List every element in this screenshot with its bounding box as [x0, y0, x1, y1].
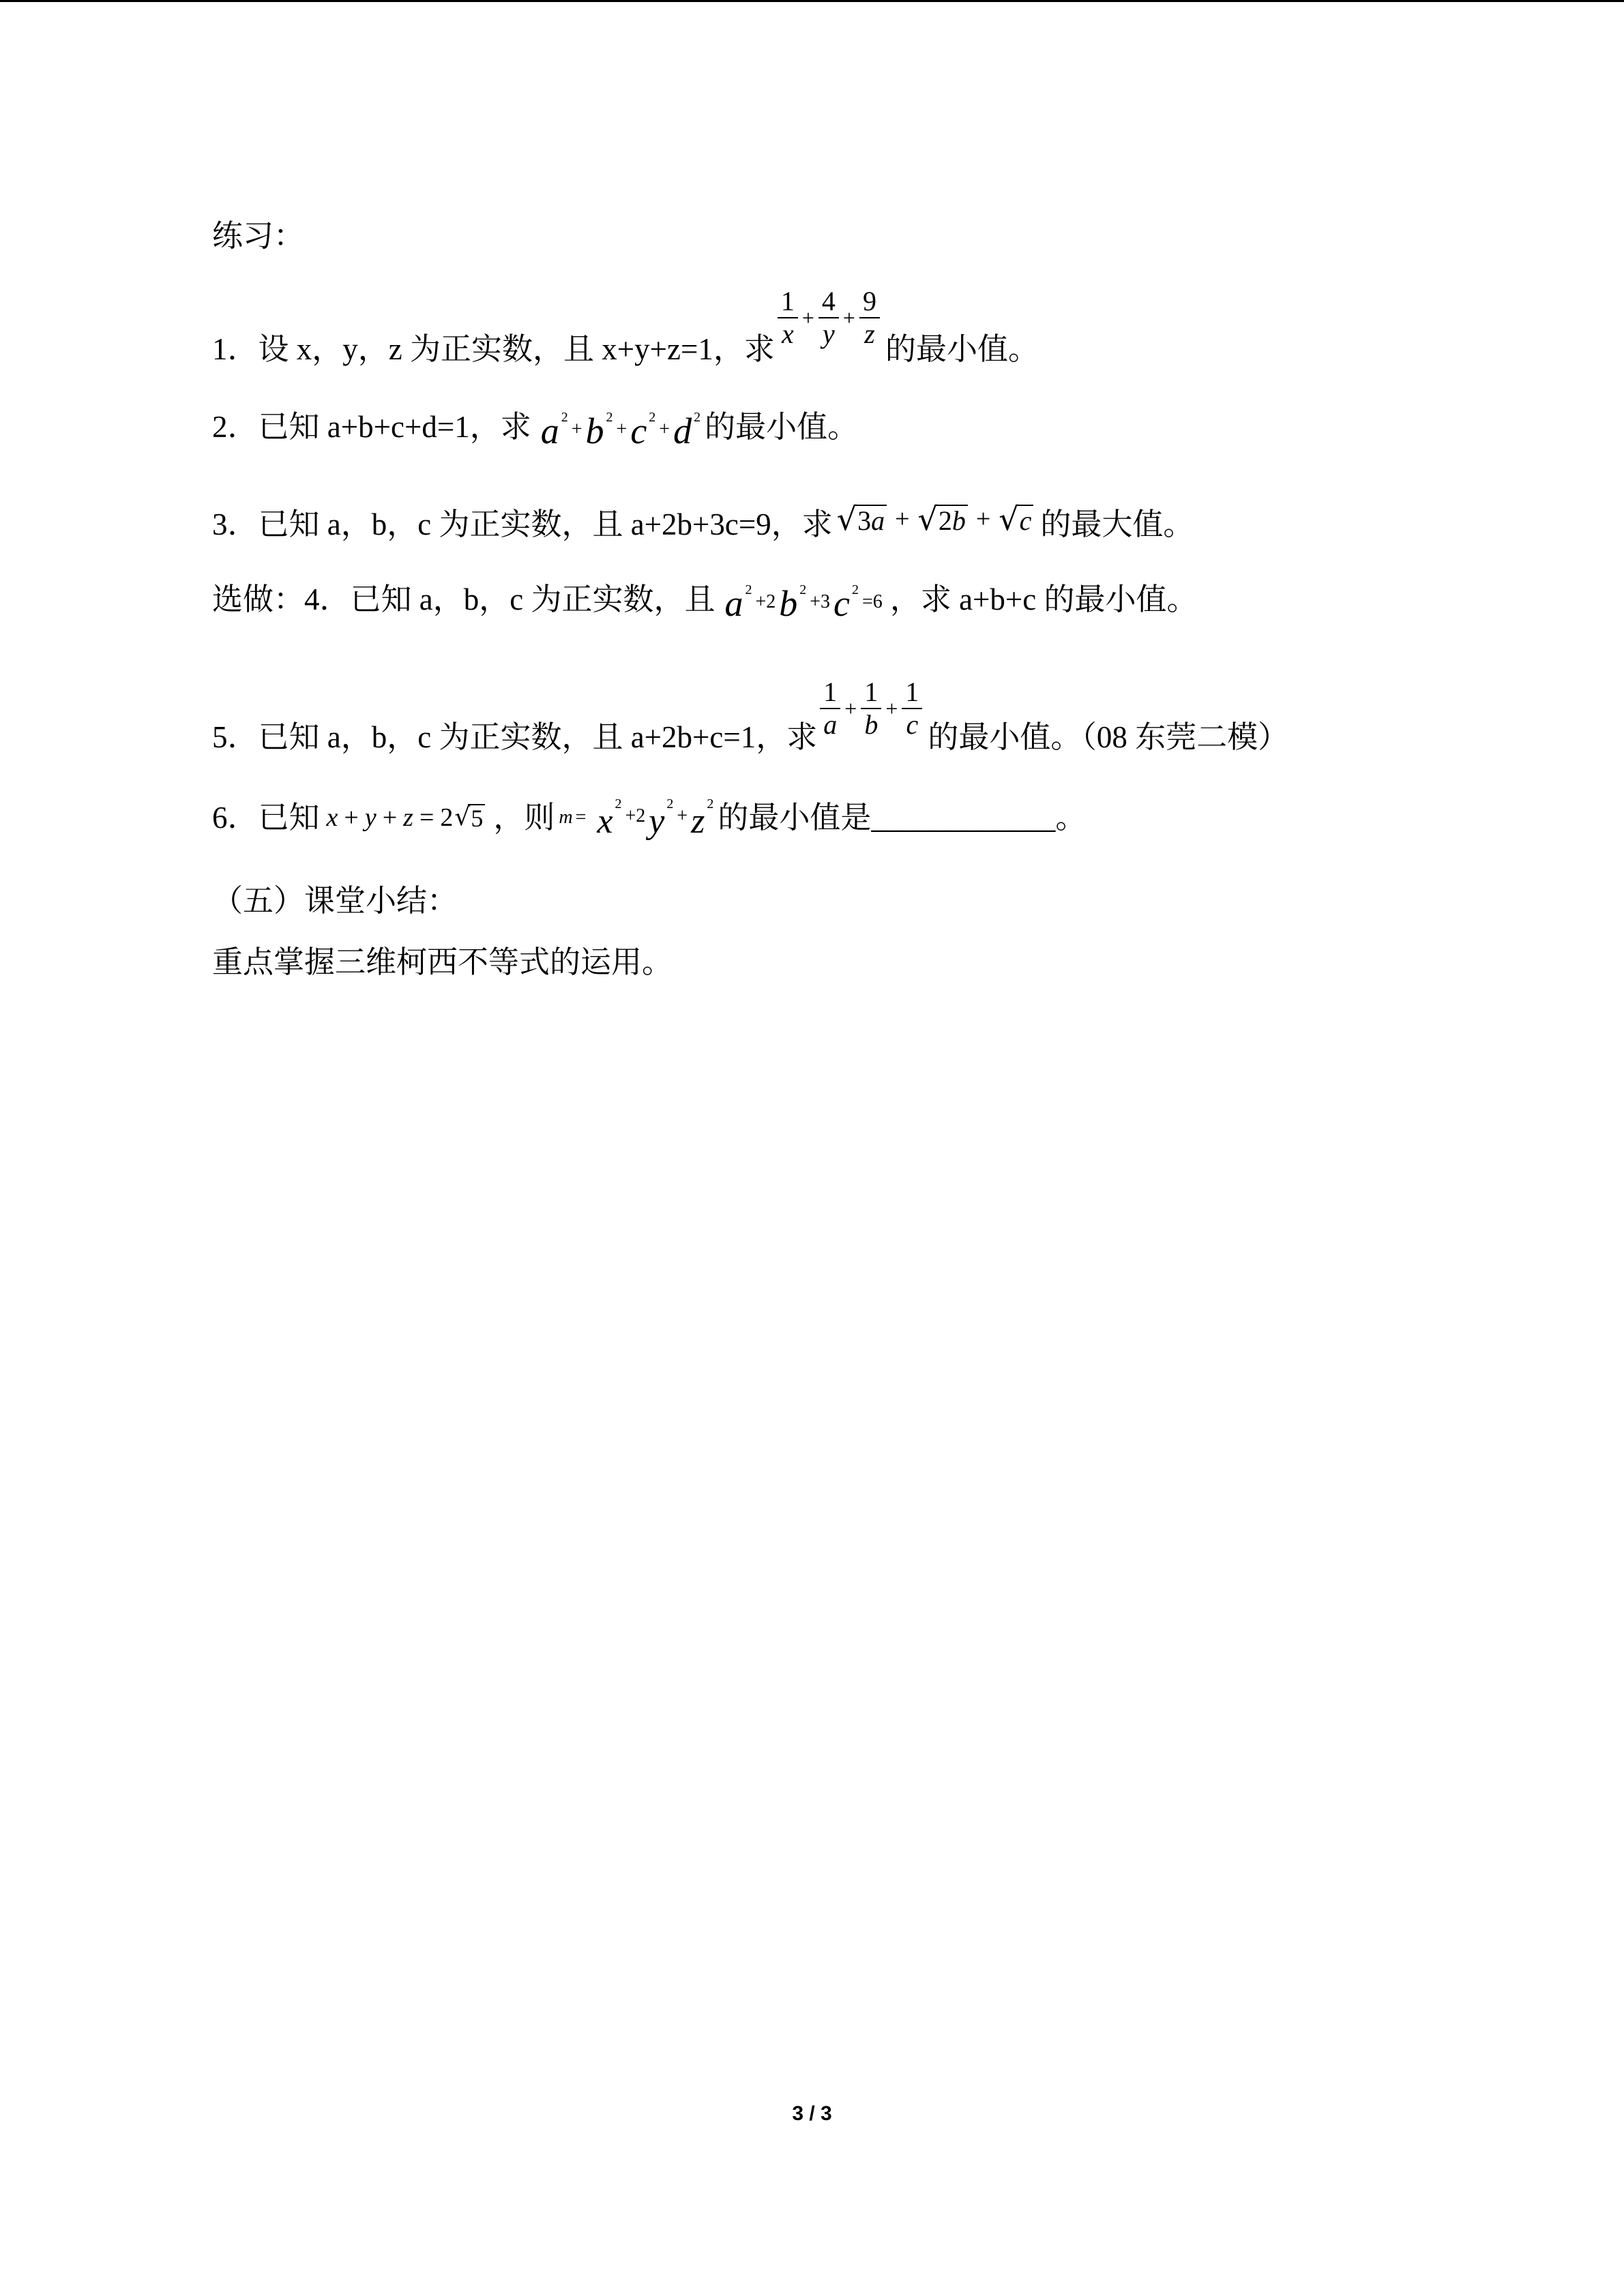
- plus-sign: +: [801, 305, 814, 330]
- radicand: 5: [468, 804, 485, 831]
- summary-text: 重点掌握三维柯西不等式的运用。: [212, 945, 673, 979]
- question-6-middle: ，则: [493, 801, 555, 835]
- answer-blank: ____________: [871, 801, 1056, 835]
- plus-sign: +: [571, 419, 582, 440]
- variable: y: [364, 803, 377, 832]
- page-number: 3 / 3: [792, 2102, 832, 2125]
- numerator: 1: [778, 286, 798, 318]
- denominator: a: [823, 709, 838, 740]
- question-1-suffix: 的最小值。: [885, 332, 1039, 366]
- question-1: [212, 286, 1039, 390]
- question-3: [212, 483, 1194, 565]
- equation-rhs: =6: [862, 591, 883, 612]
- question-4-suffix: ，求 a+b+c 的最小值。: [889, 582, 1198, 616]
- denominator: c: [906, 709, 919, 740]
- variable: c: [630, 411, 647, 451]
- question-4: [212, 558, 1198, 640]
- exponent: 2: [852, 582, 859, 597]
- question-6: [212, 777, 1086, 859]
- question-2-text: 2．已知 a+b+c+d=1，求: [212, 410, 531, 444]
- radicand: [936, 505, 968, 536]
- question-3-expression: [837, 498, 1034, 539]
- radical-sign: √: [454, 803, 471, 831]
- coefficient: 2: [938, 505, 952, 536]
- question-6-end: 。: [1055, 801, 1087, 835]
- variable: b: [951, 505, 966, 536]
- radical-sign: √: [999, 501, 1019, 537]
- section-heading: （五）课堂小结：: [212, 884, 458, 918]
- plus-sign: +: [616, 419, 628, 440]
- plus-sign: +: [895, 505, 910, 533]
- fraction: [859, 286, 880, 350]
- exponent: 2: [649, 410, 656, 425]
- plus-sign: +: [344, 803, 359, 832]
- question-6-text: 6．已知: [212, 801, 320, 835]
- equals-sign: =: [575, 807, 587, 828]
- variable: m: [559, 807, 573, 828]
- fraction: [902, 676, 922, 741]
- variable: z: [691, 802, 705, 841]
- question-5-expression: [818, 676, 924, 741]
- square-root: [918, 502, 968, 536]
- question-6-target-expression: [559, 796, 714, 841]
- variable: a: [871, 505, 885, 536]
- question-6-condition: [327, 797, 486, 838]
- exponent: 2: [745, 582, 752, 597]
- plus-sign: +: [842, 305, 855, 330]
- square-root: [837, 502, 887, 536]
- plus-sign: +: [677, 805, 688, 826]
- operator: +2: [625, 805, 646, 826]
- plus-sign: +: [975, 505, 991, 533]
- exponent: 2: [606, 410, 613, 425]
- denominator: z: [864, 318, 875, 349]
- question-3-text: 3．已知 a，b，c 为正实数，且 a+2b+3c=9，求: [212, 507, 833, 541]
- equals-sign: =: [419, 803, 434, 832]
- variable: x: [326, 803, 338, 832]
- question-2-suffix: 的最小值。: [705, 410, 859, 444]
- variable: x: [597, 802, 613, 841]
- denominator: b: [864, 709, 879, 740]
- exponent: 2: [694, 410, 701, 425]
- plus-sign: +: [659, 419, 670, 440]
- question-4-expression: [718, 583, 885, 624]
- question-5-text: 5．已知 a，b，c 为正实数，且 a+2b+c=1，求: [212, 720, 818, 754]
- denominator: x: [781, 318, 794, 349]
- numerator: 1: [902, 676, 922, 709]
- exponent: 2: [561, 410, 568, 425]
- numerator: 1: [820, 676, 840, 709]
- plus-sign: +: [382, 803, 398, 832]
- question-5: [212, 676, 1289, 778]
- fraction: [820, 676, 840, 741]
- question-3-suffix: 的最大值。: [1040, 507, 1194, 541]
- coefficient: 3: [857, 505, 872, 536]
- square-root: [454, 804, 485, 831]
- exponent: 2: [666, 796, 674, 811]
- numerator: 9: [859, 286, 880, 318]
- variable: z: [403, 803, 413, 832]
- variable: a: [724, 583, 743, 624]
- denominator: y: [823, 318, 835, 349]
- square-root: [999, 502, 1033, 536]
- question-2-expression: [534, 411, 700, 451]
- exponent: 2: [615, 796, 622, 811]
- fraction: [778, 286, 798, 350]
- variable: d: [673, 411, 692, 451]
- exponent: 2: [799, 582, 807, 597]
- radical-sign: √: [836, 501, 857, 537]
- question-1-expression: [776, 286, 881, 350]
- question-1-text: 1．设 x，y，z 为正实数，且 x+y+z=1，求: [212, 332, 775, 366]
- question-5-suffix: 的最小值。（08 东莞二模）: [928, 720, 1289, 754]
- radical-sign: √: [917, 501, 938, 537]
- variable: b: [779, 583, 798, 624]
- operator: +3: [810, 591, 831, 612]
- numerator: 1: [861, 676, 881, 709]
- numerator: 4: [818, 286, 839, 318]
- plus-sign: +: [885, 696, 898, 721]
- variable: a: [540, 411, 559, 451]
- variable: y: [649, 802, 665, 841]
- fraction: [861, 676, 881, 741]
- radicand: [855, 505, 887, 536]
- exercise-heading: 练习：: [212, 219, 305, 253]
- question-4-text: 选做：4．已知 a，b，c 为正实数，且: [212, 582, 715, 616]
- question-6-suffix: 的最小值是: [718, 801, 872, 835]
- plus-sign: +: [844, 696, 857, 721]
- variable: c: [1019, 505, 1032, 536]
- operator: +2: [755, 591, 776, 612]
- coefficient: 2: [440, 803, 454, 832]
- variable: c: [833, 583, 851, 624]
- radicand: [1017, 505, 1034, 536]
- question-2: [212, 386, 858, 468]
- fraction: [818, 286, 839, 350]
- variable: b: [585, 411, 604, 451]
- exponent: 2: [707, 796, 714, 811]
